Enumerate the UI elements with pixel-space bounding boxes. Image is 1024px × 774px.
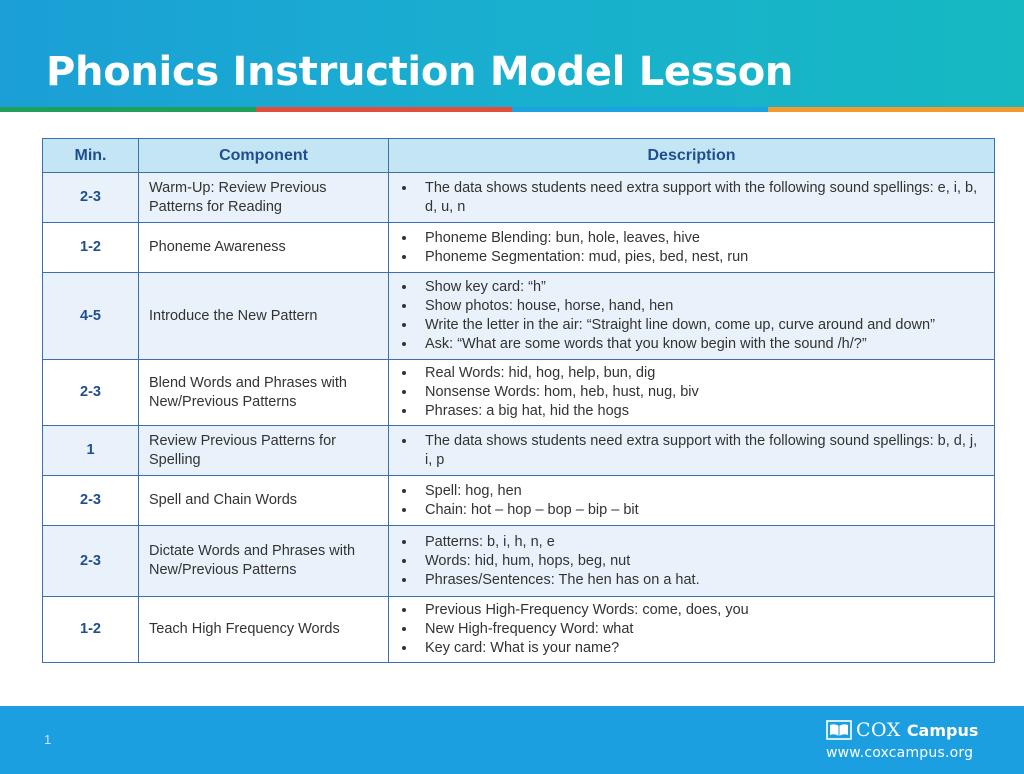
header-min: Min. [43, 139, 139, 173]
description-bullet: • Patterns: b, i, h, n, e [417, 533, 984, 552]
component-cell: Blend Words and Phrases with New/Previous Patterns [139, 360, 389, 426]
minutes-cell: 1-2 [43, 597, 139, 663]
description-bullet: • Spell: hog, hen [417, 482, 984, 501]
description-bullet: • Nonsense Words: hom, heb, hust, nug, biv [417, 383, 984, 402]
description-list [399, 533, 984, 590]
description-bullet: • Phoneme Blending: bun, hole, leaves, hive [417, 229, 984, 248]
logo-campus-text: Campus [906, 720, 979, 740]
description-cell [389, 273, 995, 360]
description-list [399, 179, 984, 217]
minutes-cell: 2-3 [43, 360, 139, 426]
description-cell [389, 173, 995, 223]
description-list [399, 482, 984, 520]
description-bullet: • Phoneme Segmentation: mud, pies, bed, nest, run [417, 248, 984, 267]
table-row [43, 476, 995, 526]
minutes-cell: 1 [43, 426, 139, 476]
description-bullet: • Chain: hot – hop – bop – bip – bit [417, 501, 984, 520]
page-title: Phonics Instruction Model Lesson [46, 49, 794, 95]
component-cell: Teach High Frequency Words [139, 597, 389, 663]
description-cell [389, 360, 995, 426]
header-banner [0, 0, 1024, 107]
color-stripe-bar [0, 107, 1024, 112]
lesson-table [42, 138, 995, 663]
stripe-red [256, 107, 512, 112]
website-url: www.coxcampus.org [826, 745, 974, 761]
description-list [399, 432, 984, 470]
table-row [43, 273, 995, 360]
stripe-orange [768, 107, 1024, 112]
description-cell [389, 597, 995, 663]
description-cell [389, 223, 995, 273]
table-row [43, 597, 995, 663]
component-cell: Phoneme Awareness [139, 223, 389, 273]
description-cell [389, 426, 995, 476]
open-book-icon [826, 720, 852, 740]
description-bullet: • New High-frequency Word: what [417, 620, 984, 639]
table-row [43, 426, 995, 476]
description-bullet: • Show key card: “h” [417, 278, 984, 297]
component-cell: Dictate Words and Phrases with New/Previous Patterns [139, 526, 389, 597]
header-component: Component [139, 139, 389, 173]
minutes-cell: 1-2 [43, 223, 139, 273]
footer-bar [0, 706, 1024, 774]
minutes-cell: 4-5 [43, 273, 139, 360]
description-bullet: • Words: hid, hum, hops, beg, nut [417, 552, 984, 571]
description-bullet: • Ask: “What are some words that you know begin with the sound /h/?” [417, 335, 984, 354]
page-number: 1 [44, 732, 52, 747]
description-list [399, 229, 984, 267]
stripe-green [0, 107, 256, 112]
minutes-cell: 2-3 [43, 526, 139, 597]
component-cell: Introduce the New Pattern [139, 273, 389, 360]
description-cell [389, 476, 995, 526]
description-bullet: • Phrases: a big hat, hid the hogs [417, 402, 984, 421]
description-cell [389, 526, 995, 597]
table-row [43, 526, 995, 597]
table-row [43, 360, 995, 426]
table-header-row [43, 139, 995, 173]
description-bullet: • Phrases/Sentences: The hen has on a hat. [417, 571, 984, 590]
minutes-cell: 2-3 [43, 173, 139, 223]
description-bullet: • The data shows students need extra support with the following sound spellings: b, d, j, i, p [417, 432, 984, 470]
component-cell: Review Previous Patterns for Spelling [139, 426, 389, 476]
description-bullet: • Real Words: hid, hog, help, bun, dig [417, 364, 984, 383]
table-row [43, 173, 995, 223]
description-bullet: • Show photos: house, horse, hand, hen [417, 297, 984, 316]
description-bullet: • The data shows students need extra support with the following sound spellings: e, i, b, d, u, n [417, 179, 984, 217]
table-row [43, 223, 995, 273]
description-list [399, 278, 984, 354]
description-list [399, 364, 984, 421]
description-bullet: • Previous High-Frequency Words: come, does, you [417, 601, 984, 620]
minutes-cell: 2-3 [43, 476, 139, 526]
description-bullet: • Write the letter in the air: “Straight line down, come up, curve around and down” [417, 316, 984, 335]
description-bullet: • Key card: What is your name? [417, 639, 984, 658]
description-list [399, 601, 984, 658]
component-cell: Spell and Chain Words [139, 476, 389, 526]
stripe-blue [512, 107, 768, 112]
component-cell: Warm-Up: Review Previous Patterns for Reading [139, 173, 389, 223]
logo-cox-text: COX [856, 719, 901, 741]
header-description: Description [389, 139, 995, 173]
cox-campus-logo [826, 718, 978, 761]
